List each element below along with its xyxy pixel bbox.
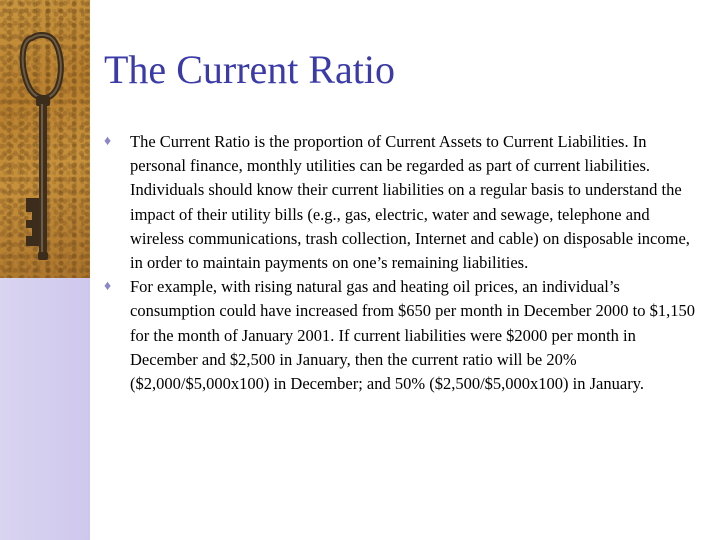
diamond-bullet-icon: ♦ xyxy=(104,134,112,149)
bullet-text: For example, with rising natural gas and heating oil prices, an individual’s consumption could have increased from $650 per month in December 2000 to $1,150 for the month of January 2001. If current liabilities were $2000 per month in December and $2,500 in January, then the current ratio will be 20% ($2,000/$5,000x100) in December; and 50% ($2,500/$5,000x100) in January. xyxy=(130,277,695,394)
diamond-bullet-icon: ♦ xyxy=(104,279,112,295)
key-photo xyxy=(0,0,90,278)
bullet-text: The Current Ratio is the proportion of Current Assets to Current Liabilities. In personal finance, monthly utilities can be regarded as part of current liabilities. Individuals should know their current liabilities on a regular basis to understand the impact of their utility bills (e.g., gas, electric, water and sewage, telephone and wireless communications, trash collection, Internet and cable) on disposable income, in order to maintain payments on one’s remaining liabilities. xyxy=(130,132,690,273)
key-icon xyxy=(0,0,90,278)
bullet-item xyxy=(104,275,704,396)
bullet-list xyxy=(104,130,704,396)
slide-title: The Current Ratio xyxy=(104,47,396,92)
bullet-item xyxy=(104,130,704,275)
